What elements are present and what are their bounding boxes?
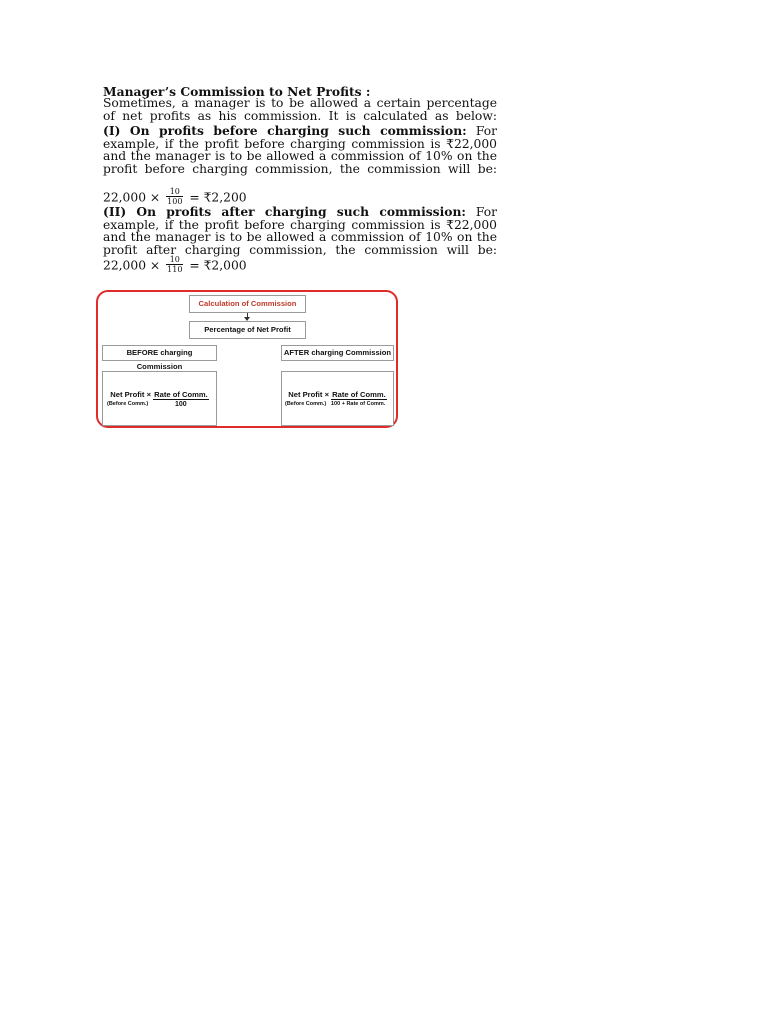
section2-fraction [166, 256, 183, 274]
section1-calc-base: 22,000 × [103, 190, 161, 205]
section2-calculation [103, 257, 247, 275]
diagram-subtitle-box [189, 321, 306, 339]
section1-fraction-numerator: 10 [166, 188, 183, 197]
diagram-title-box [189, 295, 306, 313]
after-net-profit: Net Profit [288, 390, 323, 399]
before-denominator: 100 [175, 401, 187, 408]
diagram-title: Calculation of Commission [198, 299, 297, 308]
after-times: × [324, 390, 329, 399]
after-formula-numerator [282, 390, 393, 400]
section1-calc-result: = ₹2,200 [189, 190, 247, 205]
section2-calc-base: 22,000 × [103, 258, 161, 273]
after-label-box [281, 345, 394, 361]
after-rate: Rate of Comm. [332, 390, 386, 399]
intro-paragraph [103, 97, 497, 122]
section1-paragraph [103, 125, 497, 175]
page-heading: Manager’s Commission to Net Profits : [103, 84, 371, 99]
section1-label: (I) On profits before charging such commission: [103, 123, 467, 138]
after-denominator: 100 + Rate of Comm. [331, 401, 386, 407]
before-label-box [102, 345, 217, 371]
section2-paragraph [103, 206, 497, 256]
before-formula-numerator [103, 390, 216, 400]
after-formula-box [281, 371, 394, 426]
before-net-profit: Net Profit [110, 390, 145, 399]
intro-text: Sometimes, a manager is to be allowed a certain percentage of net profits as his commission. It is calculated as below: [103, 96, 497, 123]
after-note: (Before Comm.) [285, 401, 327, 407]
section2-fraction-numerator: 10 [166, 256, 183, 265]
before-times: × [146, 390, 151, 399]
section2-body: For example, if the profit before charging commission is ₹22,000 and the manager is to be allowed a commission of 10% on the profit after charging commission, the commission will be: [103, 205, 497, 257]
section1-body: For example, if the profit before charging commission is ₹22,000 and the manager is to be allowed a commission of 10% on the profit before charging commission, the commission will be: [103, 124, 497, 176]
before-rate: Rate of Comm. [154, 390, 208, 399]
section1-fraction-denominator: 100 [167, 197, 183, 206]
diagram-subtitle: Percentage of Net Profit [204, 325, 291, 334]
commission-diagram [96, 290, 398, 428]
section2-calc-result: = ₹2,000 [189, 258, 247, 273]
before-formula-box [102, 371, 217, 426]
before-note: (Before Comm.) [107, 401, 149, 407]
after-label: AFTER charging Commission [283, 348, 392, 357]
section2-label: (II) On profits after charging such commission: [103, 204, 466, 219]
section2-fraction-denominator: 110 [167, 265, 183, 274]
before-label: BEFORE charging Commission [126, 348, 193, 371]
